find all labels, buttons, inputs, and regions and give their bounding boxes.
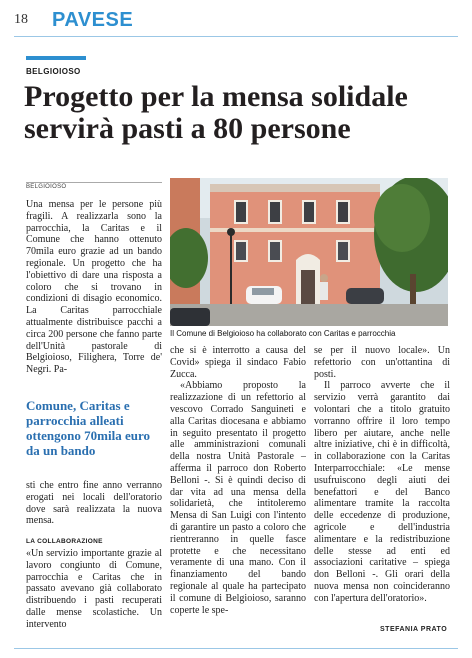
building-photo-illustration xyxy=(170,178,448,326)
pull-quote: Comune, Caritas e parrocchia alleati ottengono 70mila euro da un bando xyxy=(26,398,150,458)
page-number: 18 xyxy=(14,12,28,27)
body-column-1-top xyxy=(26,199,162,393)
author-signature: STEFANIA PRATO xyxy=(380,626,448,633)
body-paragraph: «Abbiamo proposto la realizzazione di un refettorio al vescovo Corrado Sanguineti e alla Caritas diocesana e abbiamo in seguito presentato il progetto alle amministrazioni comunali della nostra Unità Pastorale – afferma il parroco don Roberto Belloni -. Si è quindi deciso di dar vita ad una mensa della solidarietà, che intitoleremo Mensa di San Luigi con l'intento di garantire un pasto a coloro che rientreranno in quelle fasce protette e che necessitano veramente di una mano. Con il finanziamento del bando regionale al quale ha partecipato il comune di Belgioioso, saranno coperte le spe- xyxy=(170,380,306,616)
top-rule xyxy=(14,36,458,37)
subheading: LA COLLABORAZIONE xyxy=(26,538,103,545)
byline-rule xyxy=(26,182,162,183)
kicker-accent-bar xyxy=(26,56,86,60)
headline-line-1: Progetto per la mensa solidale xyxy=(24,80,408,113)
byline-location: BELGIOIOSO xyxy=(26,184,67,190)
article-photo xyxy=(170,178,448,326)
body-paragraph: Una mensa per le persone più fragili. A realizzarla sono la parrocchia, la Caritas e il Comune che hanno ottenuto 70mila euro grazie ad un bando regionale. Un progetto che ha l'obiettivo di dare una risposta a coloro che si trovano in condizioni di disagio economico. La Caritas parrocchiale attualmente distribuisce pacchi a circa 200 persone che fanno parte dell'Unità pastorale di Belgioioso, Filighera, Torre de' Negri. Pa- xyxy=(26,199,162,376)
body-paragraph: «Un servizio importante grazie al lavoro congiunto di Comune, parrocchia e Caritas che in passato avevano già collaborato distribuendo i pasti recuperati dalle mense scolastiche. Un intervento xyxy=(26,548,162,630)
body-paragraph: se per il nuovo locale». Un refettorio con un'ottantina di posti. xyxy=(314,345,450,380)
body-column-1-bottom xyxy=(26,548,162,632)
body-paragraph: Il parroco avverte che il servizio verrà garantito dai volontari che a titolo gratuito vorranno offrire il loro tempo libero per aiutare, anche nelle altre iniziative, chi è in difficoltà, in collaborazione con la Caritas Interparrocchiale: «Le mense usufruiscono degli aiuti dei benefattori e del Banco alimentare tramite la raccolta delle eccedenze di produzione, agricole e dell'industria alimentare e la redistribuzione delle stesse ad enti ed associazioni caritative – spiega don Belloni -. Gli orari della nuova mensa non coincideranno con l'apertura dell'oratorio». xyxy=(314,380,450,604)
body-column-2 xyxy=(170,345,306,635)
photo-caption: Il Comune di Belgioioso ha collaborato con Caritas e parrocchia xyxy=(170,329,396,338)
section-title: PAVESE xyxy=(52,9,134,31)
body-column-3 xyxy=(314,345,450,623)
article-headline xyxy=(24,81,454,145)
body-column-1-middle xyxy=(26,480,162,530)
article-kicker: BELGIOIOSO xyxy=(26,67,81,76)
headline-line-2: servirà pasti a 80 persone xyxy=(24,112,351,145)
body-paragraph: che si è interrotto a causa del Covid» spiega il sindaco Fabio Zucca. xyxy=(170,345,306,380)
bottom-rule xyxy=(14,648,458,649)
body-paragraph: sti che entro fine anno verranno erogati nei locali dell'oratorio dove sarà realizzata la nuova mensa. xyxy=(26,480,162,527)
